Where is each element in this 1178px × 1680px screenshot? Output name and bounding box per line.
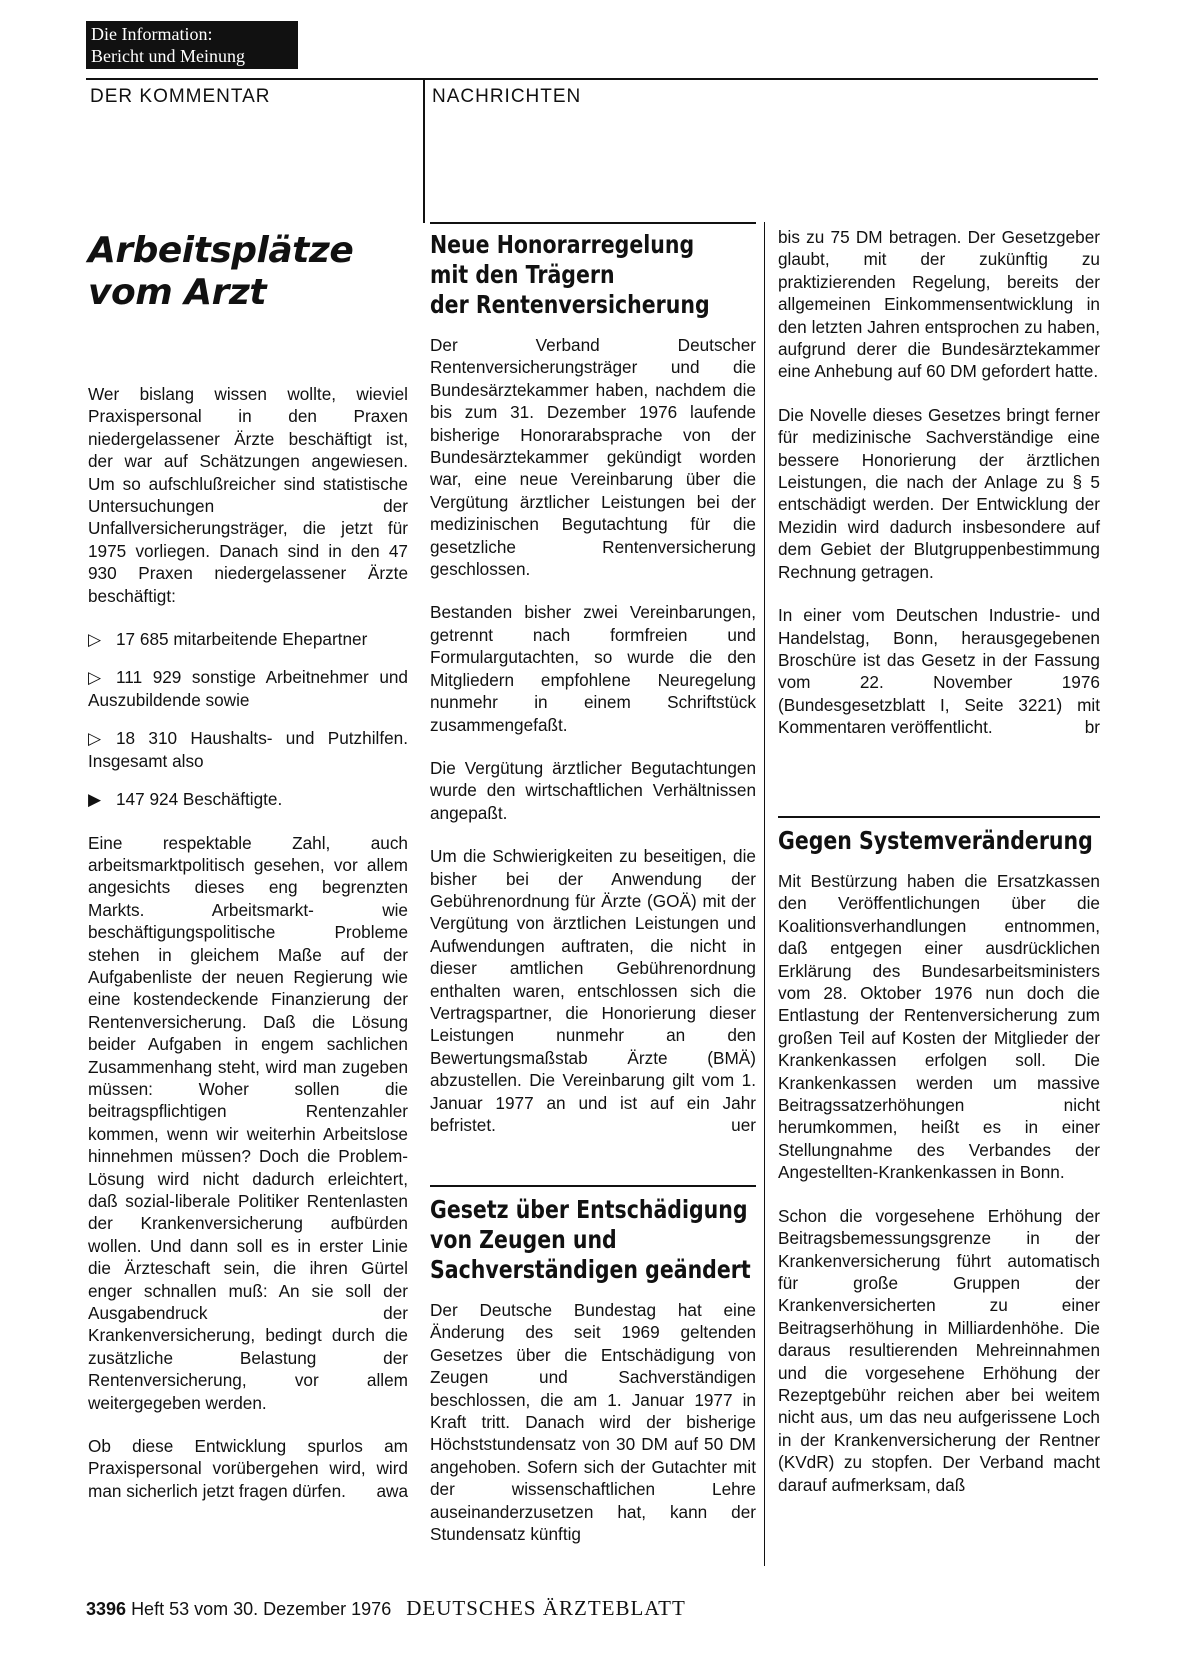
top-rule	[86, 78, 1098, 80]
gesetz-title-line-1: Gesetz über Entschädigung	[430, 1195, 748, 1224]
column-system	[778, 826, 1100, 1517]
kommentar-title	[88, 230, 408, 314]
system-title: Gegen Systemveränderung	[778, 826, 1093, 855]
gesetz-paragraph-3-text: In einer vom Deutschen Industrie- und Handelstag, Bonn, herausgegebenen Broschüre ist das Gesetz in der Fassung vom 22. November 1976 (Bundesgesetzblatt I, Seite 3221) mit Kommentaren veröffentlicht.	[778, 605, 1100, 738]
gesetz-paragraph-3	[778, 604, 1100, 738]
gesetz-author-sig: br	[1084, 717, 1100, 738]
triangle-filled-icon: ▶	[88, 789, 102, 810]
honorar-paragraph-2: Bestanden bisher zwei Vereinbarungen, getrennt nach formfreien und Formulargutachten, so wurde die den Mitgliedern empfohlene Neuregelung nunmehr in einem Schriftstück zusammengefaßt.	[430, 602, 756, 735]
bullet-3-text: 18 310 Haushalts- und Putzhilfen. Insgesamt also	[88, 728, 408, 771]
gesetz-paragraph-2: Die Novelle dieses Gesetzes bringt ferner für medizinische Sachverständige eine bessere Honorierung der ärztlichen Leistungen, die nach der Anlage zu § 5 entschädigt werden. Der Entwicklung der Mezidin wird dadurch insbesondere auf dem Gebiet der Blutgruppenbestimmung Rechnung getragen.	[778, 404, 1100, 582]
gesetz-title-line-2: von Zeugen und	[430, 1225, 617, 1254]
masthead: DEUTSCHES ÄRZTEBLATT	[406, 1596, 686, 1620]
rubric-line-2: Bericht und Meinung	[91, 46, 245, 66]
kommentar-title-line-2: vom Arzt	[88, 272, 267, 313]
honorar-title-line-3: der Rentenversicherung	[430, 290, 710, 319]
bullet-4-text: 147 924 Beschäftigte.	[116, 789, 283, 810]
page-number: 3396	[86, 1599, 127, 1619]
honorar-paragraph-4-text: Um die Schwierigkeiten zu beseitigen, die bisher bei der Anwendung der Gebührenordnung für Ärzte (GOÄ) mit der Vergütung von ärztlichen Leistungen und Aufwendungen auftraten, die nicht in dieser amtlichen Gebührenordnung enthalten waren, entschlossen sich die Vertragspartner, die Honorierung dieser Leistungen nunmehr an den Bewertungsmaßstab Ärzte (BMÄ) abzustellen. Die Vereinbarung gilt vom 1. Januar 1977 an und ist auf ein Jahr befristet.	[430, 846, 756, 1135]
rubric-line-1: Die Information:	[91, 24, 213, 44]
page-footer	[86, 1596, 686, 1621]
kommentar-paragraph-1: Wer bislang wissen wollte, wieviel Praxispersonal in den Praxen niedergelassener Ärzte beschäftigt ist, der war auf Schätzungen angewiesen. Um so aufschlußreicher sind statistische Untersuchungen der Unfallversicherungsträger, die jetzt für 1975 vorliegen. Danach sind in den 47 930 Praxen niedergelassener Ärzte beschäftigt:	[88, 384, 408, 606]
section-label-nachrichten: NACHRICHTEN	[432, 86, 582, 107]
system-paragraph-2: Schon die vorgesehene Erhöhung der Beitragsbemessungsgrenze in der Krankenversicherung führt automatisch für große Gruppen der Krankenversicherten zu einer Beitragserhöhung in Milliardenhöhe. Die daraus resultierenden Mehreinnahmen und die vorgesehene Erhöhung der Rezeptgebühr reichen aber bei weitem nicht aus, um das neu aufgerissene Loch in der Krankenversicherung der Rentner (KVdR) zu stopfen. Der Verband macht darauf aufmerksam, daß	[778, 1205, 1100, 1495]
kommentar-title-line-1: Arbeitsplätze	[88, 230, 354, 271]
triangle-outline-icon: ▷	[88, 667, 102, 688]
honorar-title-line-1: Neue Honorarregelung	[430, 230, 695, 259]
bullet-1-text: 17 685 mitarbeitende Ehepartner	[116, 629, 368, 650]
kommentar-paragraph-3-text: Ob diese Entwicklung spurlos am Praxispersonal vorübergehen wird, wird man sicherlich jetzt fragen dürfen.	[88, 1436, 408, 1501]
gesetz-title-line-3: Sachverständigen geändert	[430, 1255, 751, 1284]
triangle-outline-icon: ▷	[88, 629, 102, 650]
section-divider	[423, 78, 425, 223]
honorar-paragraph-4	[430, 845, 756, 1136]
triangle-outline-icon: ▷	[88, 728, 102, 749]
column-gesetz-cont	[778, 226, 1100, 760]
honorar-paragraph-1: Der Verband Deutscher Rentenversicherungsträger und die Bundesärztekammer haben, nachdem die bis zum 31. Dezember 1976 laufende bisherige Honorarabsprache von der Bundesärztekammer gekündigt worden war, eine neue Vereinbarung über die Vergütung ärztlicher Leistungen bei der medizinischen Begutachtung für die gesetzliche Rentenversicherung geschlossen.	[430, 335, 756, 580]
bullet-2-text: 111 929 sonstige Arbeitnehmer und Auszubildende sowie	[88, 667, 408, 710]
gesetz-title	[430, 1195, 751, 1285]
kommentar-bullet-1	[88, 628, 408, 650]
kommentar-paragraph-3	[88, 1435, 408, 1502]
system-rule	[778, 816, 1100, 818]
gesetz-paragraph-1-cont: bis zu 75 DM betragen. Der Gesetzgeber glaubt, mit der zukünftig zu praktizierenden Regelung, bereits der allgemeinen Einkommensentwicklung in den letzten Jahren entsprochen zu haben, aufgrund derer die Bundesärztekammer eine Anhebung auf 60 DM gefordert hatte.	[778, 227, 1100, 382]
gesetz-paragraph-1: Der Deutsche Bundestag hat eine Änderung des seit 1969 geltenden Gesetzes über die Entschädigung von Zeugen und Sachverständigen beschlossen, die am 1. Januar 1977 in Kraft tritt. Danach wird der bisherige Höchststundensatz von 30 DM auf 50 DM angehoben. Sofern sich der Gutachter mit der wissenschaftlichen Lehre auseinanderzusetzen hat, kann der Stundensatz künftig	[430, 1300, 756, 1545]
issue-info: Heft 53 vom 30. Dezember 1976	[131, 1599, 392, 1619]
column-kommentar	[88, 230, 408, 1523]
honorar-title-line-2: mit den Trägern	[430, 260, 615, 289]
kommentar-paragraph-2: Eine respektable Zahl, auch arbeitsmarktpolitisch gesehen, vor allem angesichts dieses eng begrenzten Markts. Arbeitsmarkt- wie beschäftigungspolitische Probleme stehen in gleichem Maße auf der Aufgabenliste der neuen Regierung wie eine kostendeckende Finanzierung der Rentenversicherung. Daß die Lösung beider Aufgaben in engem sachlichen Zusammenhang steht, wird man zugeben müssen: Woher sollen die beitragspflichtigen Rentenzahler kommen, wenn wir weiterhin Arbeitslose hinnehmen müssen? Doch die Problem-Lösung wird nicht dadurch erleichtert, daß sozial-liberale Politiker Rentenlasten der Krankenversicherung aufbürden wollen. Und dann soll es in erster Linie die Ärzteschaft sein, die ihren Gürtel enger schnallen muß: An sie soll der Ausgabendruck der Krankenversicherung, bedingt durch die zusätzliche Belastung der Rentenversicherung, vor allem weitergegeben werden.	[88, 832, 408, 1413]
gesetz-rule	[430, 1185, 756, 1187]
rubric-box	[86, 21, 298, 69]
kommentar-bullet-2	[88, 666, 408, 711]
column-divider	[764, 222, 765, 1566]
system-paragraph-1: Mit Bestürzung haben die Ersatzkassen den Veröffentlichungen über die Koalitionsverhandlungen entnommen, daß entgegen einer ausdrücklichen Erklärung des Bundesarbeitsministers vom 28. Oktober 1976 nun doch die Entlastung der Rentenversicherung zum großen Teil auf Kosten der Mitglieder der Krankenkassen erfolgen soll. Die Krankenkassen werden um massive Beitragssatzerhöhungen nicht herumkommen, heißt es in einer Stellungnahme des Verbandes der Angestellten-Krankenkassen in Bonn.	[778, 871, 1100, 1183]
honorar-title	[430, 230, 710, 320]
column-honorar	[430, 230, 756, 1157]
kommentar-author-sig: awa	[376, 1480, 408, 1501]
honorar-author-sig: uer	[731, 1115, 756, 1135]
column-2-rule	[430, 222, 756, 224]
honorar-paragraph-3: Die Vergütung ärztlicher Begutachtungen wurde den wirtschaftlichen Verhältnissen angepaßt.	[430, 757, 756, 823]
kommentar-bullet-4	[88, 788, 408, 810]
column-gesetz	[430, 1195, 756, 1566]
kommentar-bullet-3	[88, 727, 408, 772]
section-label-kommentar: DER KOMMENTAR	[90, 86, 271, 107]
